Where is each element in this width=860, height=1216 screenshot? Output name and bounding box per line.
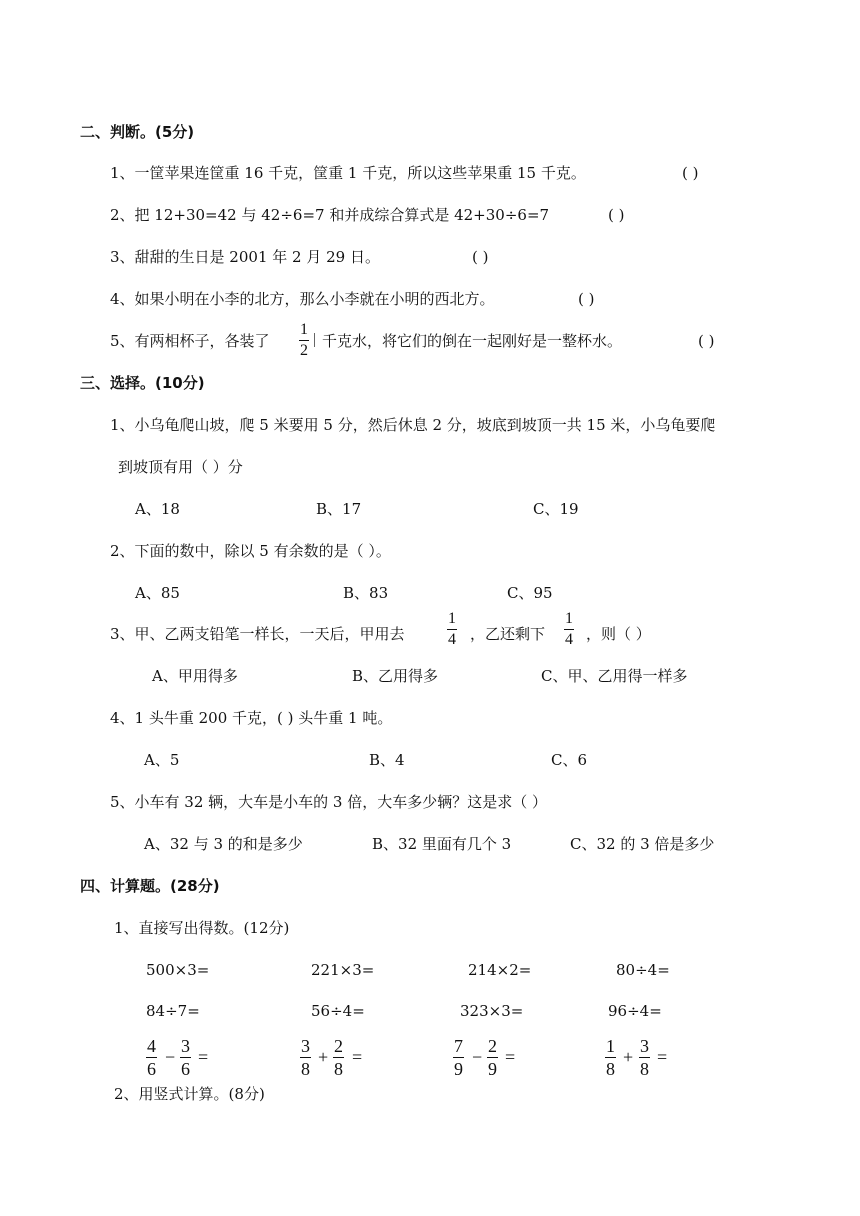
choice-q5: 5、小车有 32 辆，大车是小车的 3 倍，大车多少辆？这是求（ ） [110, 793, 548, 811]
fraction-expr-2-operator: + [318, 1047, 329, 1067]
judge-item-1-answer[interactable]: ( ) [682, 164, 699, 182]
fraction-numerator: 3 [181, 1036, 190, 1056]
fraction-bar [453, 1057, 464, 1058]
fraction-denominator: 8 [301, 1059, 310, 1079]
fraction-one-half [299, 322, 309, 359]
choice-q3-part1: 3、甲、乙两支铅笔一样长，一天后，甲用去 [110, 625, 405, 643]
fraction-denominator: 8 [640, 1059, 649, 1079]
calc-sub-2-title: 2、用竖式计算。(8分) [114, 1085, 265, 1103]
fraction-denominator: 9 [488, 1059, 497, 1079]
fraction-expr-2-equals[interactable]: = [352, 1047, 363, 1067]
fraction-expr-4-a [605, 1037, 616, 1078]
fraction-denominator: 2 [300, 342, 308, 359]
fraction-numerator: 7 [454, 1036, 463, 1056]
choice-q2-option-c[interactable]: C、95 [507, 584, 553, 602]
judge-item-5-part1: 5、有两相杯子，各装了 [110, 332, 270, 350]
judge-item-5-answer[interactable]: ( ) [698, 332, 715, 350]
judge-item-3: 3、甜甜的生日是 2001 年 2 月 29 日。 [110, 248, 380, 266]
judge-item-2-answer[interactable]: ( ) [608, 206, 625, 224]
choice-q5-option-a[interactable]: A、32 与 3 的和是多少 [144, 835, 303, 853]
fraction-numerator: 1 [606, 1036, 615, 1056]
fraction-bar [299, 340, 309, 341]
calc-r2-c2[interactable]: 56÷4= [311, 1002, 365, 1020]
section-4-heading: 四、计算题。(28分) [80, 877, 220, 895]
judge-item-4: 4、如果小明在小李的北方，那么小李就在小明的西北方。 [110, 290, 495, 308]
choice-q3-option-c[interactable]: C、甲、乙用得一样多 [541, 667, 688, 685]
fraction-denominator: 8 [606, 1059, 615, 1079]
judge-item-1: 1、一筐苹果连筐重 16 千克，筐重 1 千克，所以这些苹果重 15 千克。 [110, 164, 586, 182]
fraction-numerator: 2 [334, 1036, 343, 1056]
choice-q3-part2: ，乙还剩下 [470, 625, 546, 643]
calc-r1-c3[interactable]: 214×2= [468, 961, 532, 979]
fraction-expr-1-b [180, 1037, 191, 1078]
fraction-numerator: 1 [300, 321, 308, 338]
fraction-expr-1-operator: − [165, 1047, 176, 1067]
fraction-expr-4-operator: + [623, 1047, 634, 1067]
fraction-bar [487, 1057, 498, 1058]
fraction-expr-4-equals[interactable]: = [657, 1047, 668, 1067]
fraction-numerator: 4 [147, 1036, 156, 1056]
fraction-bar [146, 1057, 157, 1058]
fraction-expr-4-b [639, 1037, 650, 1078]
fraction-denominator: 4 [565, 631, 573, 648]
judge-item-5-part2: 千克水，将它们的倒在一起刚好是一整杯水。 [322, 332, 623, 350]
calc-r2-c1[interactable]: 84÷7= [146, 1002, 200, 1020]
choice-q3-option-a[interactable]: A、甲用得多 [152, 667, 238, 685]
choice-q1-option-b[interactable]: B、17 [316, 500, 362, 518]
judge-item-4-answer[interactable]: ( ) [578, 290, 595, 308]
fraction-expr-1-equals[interactable]: = [198, 1047, 209, 1067]
fraction-bar [605, 1057, 616, 1058]
fraction-numerator: 1 [565, 610, 573, 627]
fraction-numerator: 2 [488, 1036, 497, 1056]
choice-q5-option-c[interactable]: C、32 的 3 倍是多少 [570, 835, 715, 853]
fraction-denominator: 6 [181, 1059, 190, 1079]
calc-r2-c4[interactable]: 96÷4= [608, 1002, 662, 1020]
choice-q4-option-c[interactable]: C、6 [551, 751, 588, 769]
fraction-bar [564, 629, 574, 630]
judge-item-3-answer[interactable]: ( ) [472, 248, 489, 266]
calc-r1-c1[interactable]: 500×3= [146, 961, 210, 979]
fraction-one-quarter-b [564, 611, 574, 648]
fraction-denominator: 4 [448, 631, 456, 648]
choice-q1-option-c[interactable]: C、19 [533, 500, 579, 518]
fraction-expr-2-b [333, 1037, 344, 1078]
choice-q4-option-b[interactable]: B、4 [369, 751, 405, 769]
judge-item-2: 2、把 12+30=42 与 42÷6=7 和并成综合算式是 42+30÷6=7 [110, 206, 550, 224]
choice-q1-line1: 1、小乌龟爬山坡，爬 5 米要用 5 分，然后休息 2 分，坡底到坡顶一共 15 米，小乌龟要爬 [110, 416, 716, 434]
fraction-expr-3-equals[interactable]: = [505, 1047, 516, 1067]
choice-q3-part3: ，则（ ） [586, 625, 651, 643]
fraction-numerator: 3 [301, 1036, 310, 1056]
calc-sub-1-title: 1、直接写出得数。(12分) [114, 919, 290, 937]
choice-q2: 2、下面的数中，除以 5 有余数的是（ ）。 [110, 542, 391, 560]
fraction-numerator: 3 [640, 1036, 649, 1056]
fraction-denominator: 8 [334, 1059, 343, 1079]
calc-r2-c3[interactable]: 323×3= [460, 1002, 524, 1020]
text-cursor-mark [314, 333, 315, 347]
fraction-expr-3-b [487, 1037, 498, 1078]
choice-q4-option-a[interactable]: A、5 [144, 751, 180, 769]
fraction-expr-1-a [146, 1037, 157, 1078]
fraction-bar [180, 1057, 191, 1058]
calc-r1-c2[interactable]: 221×3= [311, 961, 375, 979]
fraction-bar [447, 629, 457, 630]
fraction-expr-3-a [453, 1037, 464, 1078]
choice-q3-option-b[interactable]: B、乙用得多 [352, 667, 439, 685]
fraction-bar [333, 1057, 344, 1058]
choice-q1-line2: 到坡顶有用（ ）分 [118, 458, 243, 476]
section-2-heading: 二、判断。(5分) [80, 123, 195, 141]
choice-q5-option-b[interactable]: B、32 里面有几个 3 [372, 835, 512, 853]
fraction-expr-3-operator: − [472, 1047, 483, 1067]
choice-q2-option-b[interactable]: B、83 [343, 584, 389, 602]
fraction-bar [300, 1057, 311, 1058]
fraction-numerator: 1 [448, 610, 456, 627]
section-3-heading: 三、选择。(10分) [80, 374, 205, 392]
fraction-expr-2-a [300, 1037, 311, 1078]
fraction-bar [639, 1057, 650, 1058]
fraction-denominator: 6 [147, 1059, 156, 1079]
choice-q2-option-a[interactable]: A、85 [135, 584, 180, 602]
calc-r1-c4[interactable]: 80÷4= [616, 961, 670, 979]
choice-q4: 4、1 头牛重 200 千克，( ) 头牛重 1 吨。 [110, 709, 393, 727]
fraction-one-quarter-a [447, 611, 457, 648]
fraction-denominator: 9 [454, 1059, 463, 1079]
choice-q1-option-a[interactable]: A、18 [135, 500, 180, 518]
